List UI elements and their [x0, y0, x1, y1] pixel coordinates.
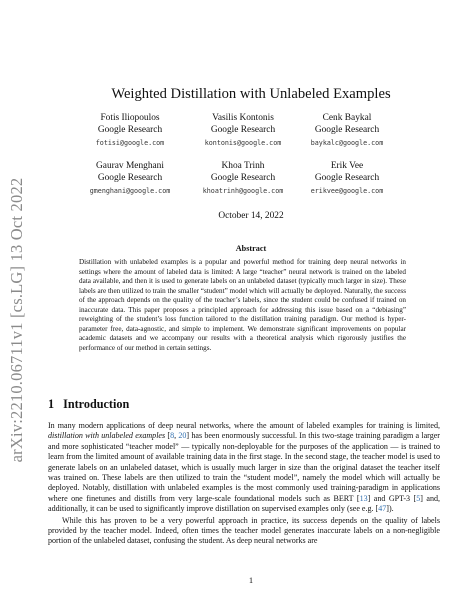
- text-run: In many modern applications of deep neural networks, where the amount of labeled examples for training is limited,: [48, 421, 440, 430]
- publication-date: October 14, 2022: [218, 211, 284, 221]
- author-email: kontonis@google.com: [204, 138, 282, 147]
- citation-link[interactable]: 8: [170, 431, 175, 441]
- author-email: khoatrinh@google.com: [202, 186, 284, 195]
- abstract-heading: Abstract: [235, 244, 267, 253]
- author-affiliation: Google Research: [97, 124, 163, 135]
- author-name: Gaurav Menghani: [96, 161, 164, 171]
- author-affiliation: Google Research: [97, 172, 163, 183]
- introduction-body: [48, 421, 440, 547]
- author-name: Erik Vee: [330, 161, 364, 171]
- paragraph: While this has proven to be a very powerful approach in practice, its success depends on the quality of labels provided by the teacher model. Indeed, often times the teacher model generates inaccurate labels on a non-negligible portion of the unlabeled dataset, confusing the student. As deep neural networks are: [48, 515, 440, 546]
- author-name: Fotis Iliopoulos: [100, 113, 160, 123]
- author-block: [65, 113, 195, 149]
- author-name: Vasilis Kontonis: [212, 113, 274, 123]
- text-run: ] has been enormously successful. In this two-stage training paradigm a larger and more sophisticated “teacher model” — typically non-deployable for the purposes of the application — is trained to learn from the limited amount of available training data in the first stage. In the second stage, the teacher model is used to generate labels on an unlabeled dataset, which is usually much larger in size than the original dataset the teacher itself was trained on. These labels are then utilized to train the “student model”, namely the model which will actually be deployed. Notably, distillation with unlabeled examples is the most commonly used training-paradigm in applications where one finetunes and distills from very large-scale foundational models such as BERT [: [48, 431, 440, 503]
- citation-link[interactable]: 13: [359, 493, 368, 503]
- author-affiliation: Google Research: [314, 124, 380, 135]
- text-run: [: [165, 431, 171, 441]
- paper-title: Weighted Distillation with Unlabeled Examples: [111, 86, 391, 102]
- section-heading: [48, 397, 129, 412]
- arxiv-identifier: arXiv:2210.06711v1 [cs.LG] 13 Oct 2022: [7, 177, 26, 463]
- author-name: Cenk Baykal: [322, 113, 372, 123]
- paragraph: [48, 421, 440, 515]
- author-block: [282, 161, 412, 197]
- author-email: baykalc@google.com: [310, 138, 384, 147]
- abstract-body: Distillation with unlabeled examples is a popular and powerful method for training deep neural networks in settings where the amount of labeled data is limited: A large “teacher” neural network is trained on the labeled data available, and then it is used to generate labels on an unlabeled dataset (typically much larger in size). These labels are then utilized to train the smaller “student” model which will actually be deployed. Naturally, the success of the approach depends on the quality of the teacher’s labels, since the student could be confused if trained on inaccurate data. This paper proposes a principled approach for addressing this issue based on a “debiasing” reweighting of the student’s loss function tailored to the distillation training paradigm. Our method is hyper-parameter free, data-agnostic, and simple to implement. We demonstrate significant improvements on popular academic datasets and we accompany our results with a theoretical analysis which rigorously justifies the performance of our method in certain settings.: [79, 258, 406, 352]
- section-number: 1: [48, 397, 55, 411]
- section-title: Introduction: [63, 397, 130, 411]
- text-run: ] and GPT-3 [: [367, 493, 417, 503]
- page-number: 1: [248, 575, 254, 585]
- author-affiliation: Google Research: [210, 124, 276, 135]
- citation-link[interactable]: 47: [378, 504, 387, 514]
- citation-link[interactable]: 20: [178, 431, 187, 441]
- author-name: Khoa Trinh: [221, 161, 265, 171]
- arxiv-sidebar-stamp: [4, 150, 30, 490]
- author-affiliation: Google Research: [210, 172, 276, 183]
- text-run: ] and, additionally, it can be used to significantly improve distillation on supervised examples only (see e.g. [: [48, 493, 440, 514]
- emphasis-text: distillation with unlabeled examples: [48, 431, 166, 441]
- author-email: fotisi@google.com: [95, 138, 165, 147]
- author-affiliation: Google Research: [314, 172, 380, 183]
- author-block: [282, 113, 412, 149]
- author-block: [65, 161, 195, 197]
- author-email: gmenghani@google.com: [89, 186, 171, 195]
- text-run: ]).: [386, 504, 394, 514]
- author-email: erikvee@google.com: [310, 186, 384, 195]
- text-run: ,: [174, 431, 179, 441]
- citation-link[interactable]: 5: [416, 493, 421, 503]
